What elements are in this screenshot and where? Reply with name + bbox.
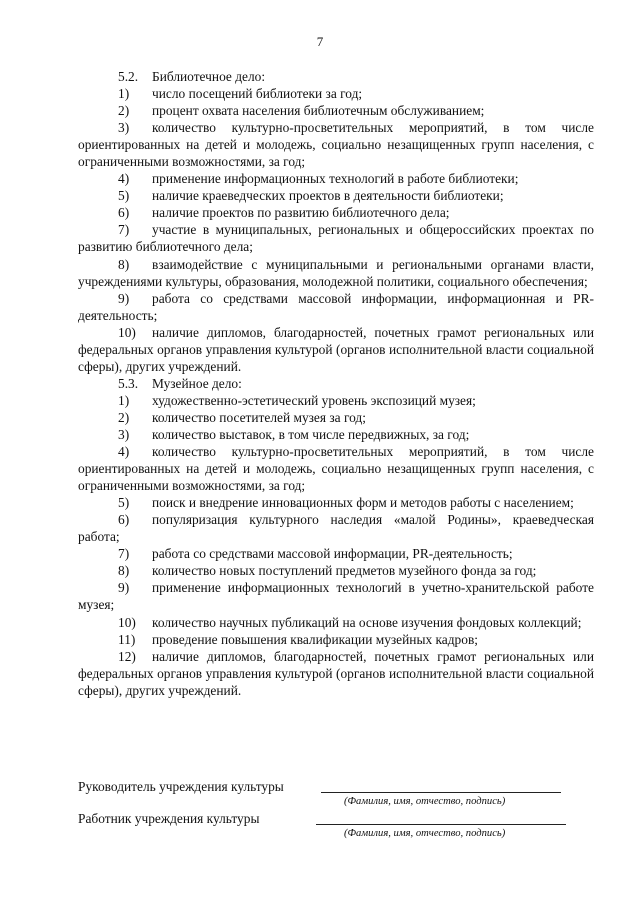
signature-block-employee bbox=[78, 810, 578, 850]
item-number: 2) bbox=[118, 103, 130, 119]
item-text: взаимодействие с муниципальными и региональными органами власти, учреждениями культуры, образования, молодежной политики, социального обеспечения; bbox=[78, 256, 594, 289]
signature-line[interactable] bbox=[316, 824, 566, 825]
item-number: 7) bbox=[118, 546, 130, 562]
item-number: 8) bbox=[118, 563, 130, 579]
item-number: 3) bbox=[118, 120, 130, 136]
document-body bbox=[78, 68, 594, 699]
list-item bbox=[78, 290, 594, 324]
list-item bbox=[78, 648, 594, 699]
list-item bbox=[78, 511, 594, 545]
list-item bbox=[78, 631, 594, 648]
list-item bbox=[78, 102, 594, 119]
item-number: 4) bbox=[118, 171, 130, 187]
list-item bbox=[78, 85, 594, 102]
list-item bbox=[78, 443, 594, 494]
item-number: 3) bbox=[118, 426, 130, 442]
item-text: художественно-эстетический уровень экспозиций музея; bbox=[152, 392, 476, 408]
item-number: 6) bbox=[118, 205, 130, 221]
list-item bbox=[78, 409, 594, 426]
item-text: количество выставок, в том числе передвижных, за год; bbox=[152, 426, 470, 442]
list-item bbox=[78, 204, 594, 221]
list-item bbox=[78, 562, 594, 579]
signature-caption: (Фамилия, имя, отчество, подпись) bbox=[344, 796, 506, 807]
item-text: Музейное дело: bbox=[152, 375, 242, 391]
section-heading-library bbox=[78, 68, 594, 85]
item-number: 9) bbox=[118, 580, 130, 596]
item-text: проведение повышения квалификации музейных кадров; bbox=[152, 631, 478, 647]
list-item bbox=[78, 119, 594, 170]
page-number: 7 bbox=[316, 34, 324, 49]
item-number: 2) bbox=[118, 409, 130, 425]
item-number: 4) bbox=[118, 444, 130, 460]
item-text: количество культурно-просветительных мероприятий, в том числе ориентированных на детей и молодежь, социально незащищенных групп населения, с ограниченными возможностями, за год; bbox=[78, 444, 594, 494]
item-number: 6) bbox=[118, 512, 130, 528]
item-number: 9) bbox=[118, 290, 130, 306]
item-text: количество культурно-просветительных мероприятий, в том числе ориентированных на детей и молодежь, социально незащищенных групп населения, с ограниченными возможностями, за год; bbox=[78, 120, 594, 170]
item-text: количество посетителей музея за год; bbox=[152, 409, 366, 425]
item-text: применение информационных технологий в учетно-хранительской работе музея; bbox=[78, 580, 594, 613]
item-number: 5.3. bbox=[118, 375, 139, 391]
list-item bbox=[78, 392, 594, 409]
item-number: 11) bbox=[118, 631, 136, 647]
list-item bbox=[78, 187, 594, 204]
list-item bbox=[78, 170, 594, 187]
item-number: 7) bbox=[118, 222, 130, 238]
item-text: количество новых поступлений предметов музейного фонда за год; bbox=[152, 563, 537, 579]
item-number: 5) bbox=[118, 188, 130, 204]
item-text: поиск и внедрение инновационных форм и методов работы с населением; bbox=[152, 495, 574, 511]
signature-line[interactable] bbox=[321, 792, 561, 793]
item-text: Библиотечное дело: bbox=[152, 69, 266, 84]
item-number: 5) bbox=[118, 495, 130, 511]
item-number: 1) bbox=[118, 86, 130, 102]
item-number: 8) bbox=[118, 256, 130, 272]
item-text: наличие краеведческих проектов в деятельности библиотеки; bbox=[152, 188, 504, 204]
item-text: популяризация культурного наследия «малой Родины», краеведческая работа; bbox=[78, 512, 594, 545]
signature-caption: (Фамилия, имя, отчество, подпись) bbox=[344, 828, 506, 839]
item-text: процент охвата населения библиотечным обслуживанием; bbox=[152, 103, 485, 119]
item-text: применение информационных технологий в работе библиотеки; bbox=[152, 171, 519, 187]
item-number: 12) bbox=[118, 648, 136, 664]
list-item bbox=[78, 324, 594, 375]
item-number: 5.2. bbox=[118, 69, 139, 84]
list-item bbox=[78, 494, 594, 511]
item-text: наличие проектов по развитию библиотечного дела; bbox=[152, 205, 450, 221]
list-item bbox=[78, 579, 594, 613]
item-number: 1) bbox=[118, 392, 130, 408]
list-item bbox=[78, 221, 594, 255]
list-item bbox=[78, 614, 594, 631]
list-item bbox=[78, 256, 594, 290]
section-heading-museum bbox=[78, 375, 594, 392]
item-text: работа со средствами массовой информации, PR-деятельность; bbox=[152, 546, 513, 562]
item-text: число посещений библиотеки за год; bbox=[152, 86, 363, 102]
item-text: количество научных публикаций на основе изучения фондовых коллекций; bbox=[152, 614, 582, 630]
signature-label: Руководитель учреждения культуры bbox=[78, 779, 284, 794]
signature-label: Работник учреждения культуры bbox=[78, 811, 260, 826]
item-text: наличие дипломов, благодарностей, почетных грамот региональных или федеральных органов управления культурой (органов исполнительной власти социальной сферы), других учреждений. bbox=[78, 324, 594, 374]
item-text: участие в муниципальных, региональных и общероссийских проектах по развитию библиотечного дела; bbox=[78, 222, 594, 255]
item-text: работа со средствами массовой информации, информационная и PR-деятельность; bbox=[78, 290, 594, 323]
item-number: 10) bbox=[118, 324, 136, 340]
list-item bbox=[78, 545, 594, 562]
item-number: 10) bbox=[118, 614, 136, 630]
item-text: наличие дипломов, благодарностей, почетных грамот региональных или федеральных органов управления культурой (органов исполнительной власти социальной сферы), других учреждений. bbox=[78, 648, 594, 698]
list-item bbox=[78, 426, 594, 443]
